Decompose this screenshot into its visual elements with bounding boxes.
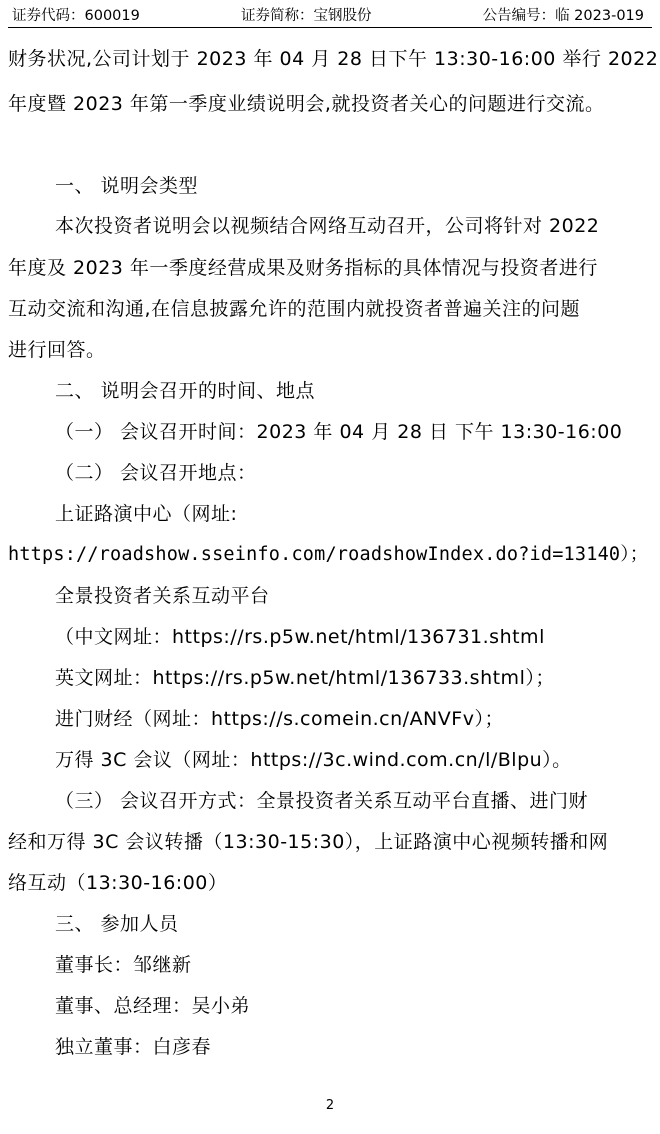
stock-name: 证券简称：宝钢股份 [241, 8, 372, 24]
announcement-number: 公告编号：临 2023-019 [482, 8, 644, 24]
meeting-time: （一） 会议召开时间：2023 年 04 月 28 日 下午 13:30-16:00 [55, 421, 623, 443]
comein-url[interactable]: 进门财经（网址：https://s.comein.cn/ANVFv）； [55, 708, 504, 730]
sse-roadshow-url[interactable]: https://roadshow.sseinfo.com/roadshowIndex.do?id=13140）； [8, 544, 649, 565]
stock-code: 证券代码：600019 [12, 8, 140, 24]
attendee-general-manager: 董事、总经理：吴小弟 [55, 995, 251, 1017]
section-1-line-1: 本次投资者说明会以视频结合网络互动召开，公司将针对 2022 [55, 215, 600, 237]
page-number: 2 [325, 1098, 335, 1113]
section-1-title: 一、 说明会类型 [55, 175, 199, 197]
header-divider [8, 27, 652, 28]
p5w-english-url[interactable]: 英文网址：https://rs.p5w.net/html/136733.shtml）； [55, 667, 555, 689]
meeting-mode-line-2: 经和万得 3C 会议转播（13:30-15:30），上证路演中心视频转播和网 [8, 831, 609, 853]
p5w-platform-label: 全景投资者关系互动平台 [55, 585, 270, 607]
intro-line-1: 财务状况,公司计划于 2023 年 04 月 28 日下午 13:30-16:00 举行 2022 [8, 48, 659, 70]
meeting-place-label: （二） 会议召开地点： [55, 462, 257, 484]
p5w-chinese-url[interactable]: （中文网址：https://rs.p5w.net/html/136731.shtml [55, 626, 545, 648]
sse-roadshow-label: 上证路演中心（网址: [55, 503, 238, 525]
attendee-independent-director: 独立董事：白彦春 [55, 1036, 212, 1058]
section-1-line-2: 年度及 2023 年一季度经营成果及财务指标的具体情况与投资者进行 [8, 257, 598, 279]
wind-3c-url[interactable]: 万得 3C 会议（网址：https://3c.wind.com.cn/l/Blpu）。 [55, 749, 572, 771]
section-3-title: 三、 参加人员 [55, 913, 179, 935]
intro-line-2: 年度暨 2023 年第一季度业绩说明会,就投资者关心的问题进行交流。 [8, 93, 605, 115]
attendee-chairman: 董事长：邹继新 [55, 954, 192, 976]
page-header [8, 4, 652, 26]
section-2-title: 二、 说明会召开的时间、地点 [55, 380, 316, 402]
meeting-mode-line-1: （三） 会议召开方式：全景投资者关系互动平台直播、进门财 [55, 790, 589, 812]
section-1-line-3: 互动交流和沟通,在信息披露允许的范围内就投资者普遍关注的问题 [8, 298, 581, 320]
meeting-mode-line-3: 络互动（13:30-16:00） [8, 872, 228, 894]
section-1-line-4: 进行回答。 [8, 339, 106, 361]
